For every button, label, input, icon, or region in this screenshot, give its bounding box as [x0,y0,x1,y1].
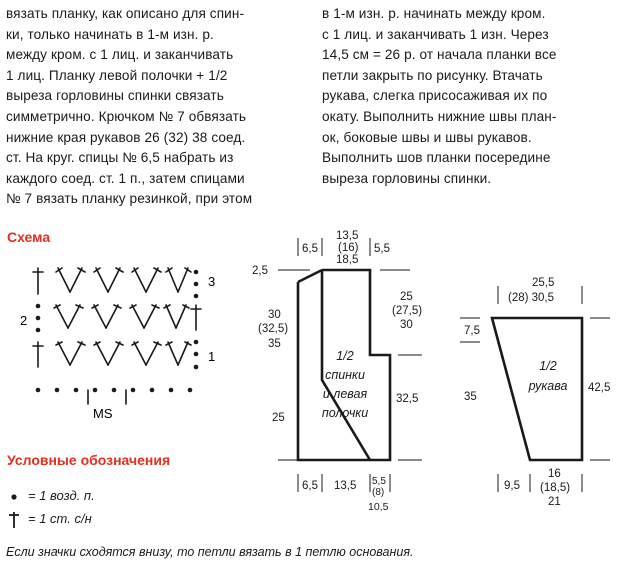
dim-label: 35 [268,338,281,350]
dim-label: 5,5 [372,476,386,487]
text-line: симметрично. Крючком № 7 обвязать [6,108,247,124]
row-label: 3 [208,274,216,289]
piece-label: и левая [322,387,368,401]
piece-label: спинки [325,368,365,382]
v-stitch-icon [132,342,161,365]
text-line: 14,5 см = 26 р. от начала планки все [322,47,557,63]
piece-label: рукава [528,379,568,393]
sleeve-pattern-diagram [450,230,620,520]
instructions-right-column [322,4,614,189]
dim-label: 32,5 [396,393,419,405]
dim-label: (16) [338,242,359,254]
dc-stitch-icon [191,305,201,330]
dim-label: 5,5 [374,243,390,255]
text-line: между кром. с 1 лиц. и заканчивать [6,47,234,63]
legend-item-dc: = 1 ст. с/н [28,511,92,526]
dim-label: 25,5 [532,277,555,289]
back-pattern-diagram [250,230,430,520]
dim-label: 2,5 [252,265,268,277]
repeat-label: MS [93,406,113,421]
dim-label: (32,5) [258,323,289,335]
legend-item-chain: = 1 возд. п. [28,488,95,503]
dim-label: 13,5 [336,230,359,242]
row-label: 1 [208,349,216,364]
dim-label: 13,5 [334,480,357,492]
text-line: петли закрыть по рисунку. Втачать [322,67,543,83]
dim-label: 6,5 [302,243,318,255]
back-outline [298,270,390,460]
v-stitch-icon [92,305,121,328]
dot-icon [8,491,20,503]
dim-label: 21 [548,496,561,508]
v-stitch-icon [56,342,85,365]
v-stitch-icon [132,268,161,292]
text-line: № 7 вязать планку резинкой, при этом [6,191,253,207]
stitch-chart [0,250,240,450]
text-line: с 1 лиц. и заканчивать 1 изн. Через [322,26,549,42]
v-stitch-icon [130,305,159,328]
dim-label: 10,5 [368,501,389,513]
text-line: выреза горловины спинки связать [6,88,224,104]
text-line: Выполнить шов планки посередине [322,150,551,166]
text-line: 1 лиц. Планку левой полочки + 1/2 [6,67,228,83]
text-line: рукава, слегка присосаживая их по [322,88,548,104]
text-line: ок, боковые швы и швы рукавов. [322,129,532,145]
v-stitch-icon [54,305,83,328]
chain-dots [36,270,199,393]
text-line: вязать планку, как описано для спин- [6,6,245,21]
dim-label: (18,5) [540,482,571,494]
front-edge [322,270,370,460]
dim-label: (27,5) [392,305,423,317]
instructions-left-column [6,4,306,210]
dc-stitch-icon [33,342,43,367]
stitch-grid [33,268,201,404]
text-line: каждого соед. ст. 1 п., затем спицами [6,170,245,186]
row-label: 2 [20,313,28,328]
dim-label: 25 [272,412,285,424]
text-line: ст. На круг. спицы № 6,5 набрать из [6,150,234,166]
dc-stitch-icon [33,268,43,294]
v-stitch-icon [166,268,191,292]
dim-label: 25 [400,291,413,303]
piece-label: 1/2 [539,359,557,373]
v-stitch-icon [166,342,191,365]
v-stitch-icon [164,305,189,328]
dim-label: 30 [400,319,413,331]
shoulder-line [298,270,322,282]
dim-label: 30 [268,309,281,321]
text-line: нижние края рукавов 26 (32) 38 соед. [6,129,246,145]
footnote: Если значки сходятся внизу, то петли вязать в 1 петлю основания. [6,545,414,559]
v-stitch-icon [94,268,123,292]
dim-label: 16 [548,468,561,480]
dim-label: (8) [372,487,385,498]
text-line: выреза горловины спинки. [322,170,492,186]
legend-title: Условные обозначения [7,452,171,468]
dim-label: 42,5 [588,382,611,394]
piece-label: полочки [321,406,369,420]
text-line: ки, только начинать в 1-м изн. р. [6,26,214,42]
dim-label: (28) 30,5 [508,292,555,304]
dim-label: 9,5 [504,480,520,492]
dc-stitch-icon [6,510,22,530]
schema-title: Схема [7,229,51,245]
piece-label: 1/2 [336,349,354,363]
dim-label: 35 [464,391,477,403]
dim-label: 6,5 [302,480,318,492]
dim-ticks [278,238,422,492]
dim-label: 18,5 [336,254,359,266]
dim-label: 7,5 [464,325,480,337]
text-line: в 1-м изн. р. начинать между кром. [322,6,546,21]
v-stitch-icon [56,268,85,292]
text-line: окату. Выполнить нижние швы план- [322,108,557,124]
v-stitch-icon [94,342,123,365]
